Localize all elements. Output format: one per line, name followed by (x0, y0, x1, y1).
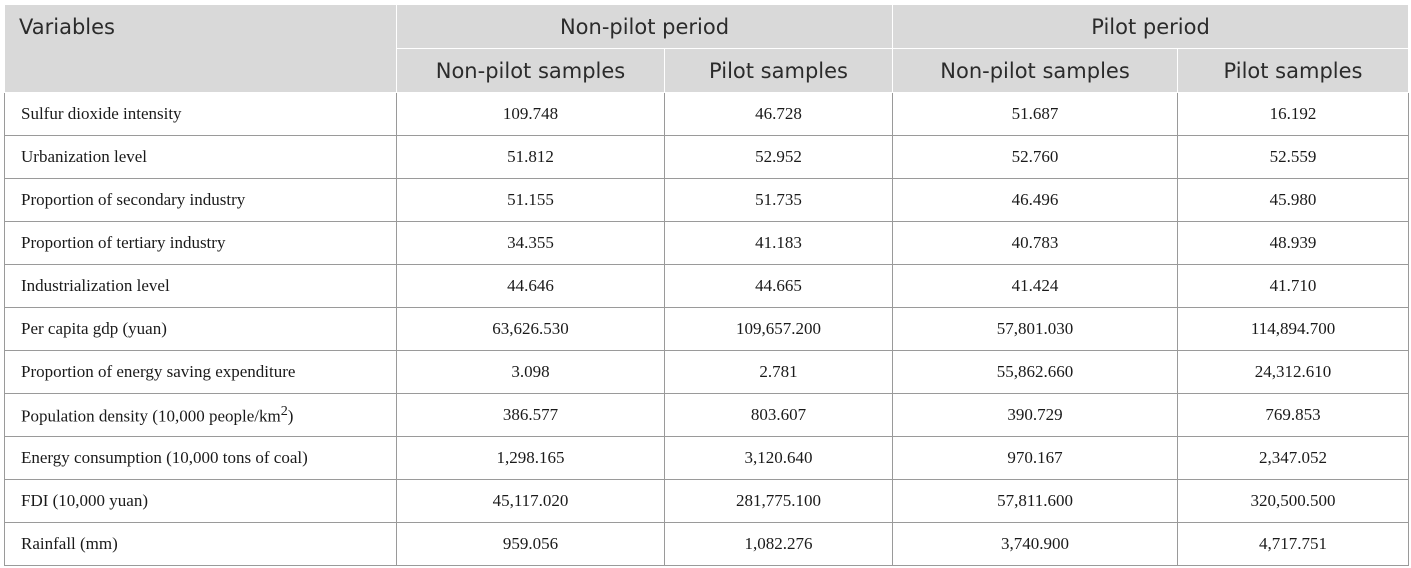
table-cell: 1,082.276 (665, 523, 893, 566)
table-cell: 24,312.610 (1178, 351, 1409, 394)
table-cell: 114,894.700 (1178, 308, 1409, 351)
table-cell: 41.424 (893, 265, 1178, 308)
data-table (4, 4, 1409, 566)
table-row (5, 265, 1409, 308)
table-cell: 40.783 (893, 222, 1178, 265)
table-cell: 2.781 (665, 351, 893, 394)
row-label: Per capita gdp (yuan) (5, 308, 397, 351)
table-cell: 55,862.660 (893, 351, 1178, 394)
table-row (5, 351, 1409, 394)
table-cell: 51.155 (397, 179, 665, 222)
table-cell: 57,801.030 (893, 308, 1178, 351)
row-label-tail: ) (287, 406, 294, 426)
table-cell: 63,626.530 (397, 308, 665, 351)
table-cell: 45.980 (1178, 179, 1409, 222)
table-cell: 45,117.020 (397, 480, 665, 523)
row-label: Industrialization level (5, 265, 397, 308)
row-label: Energy consumption (10,000 tons of coal) (5, 437, 397, 480)
header-subcolumn: Pilot samples (665, 49, 893, 93)
header-group-pilot-period: Pilot period (893, 5, 1409, 49)
table-row (5, 136, 1409, 179)
table-cell: 34.355 (397, 222, 665, 265)
row-label-superscript: 2 (280, 403, 288, 420)
header-variables: Variables (5, 5, 397, 93)
table-cell: 46.728 (665, 93, 893, 136)
table-cell: 386.577 (397, 394, 665, 437)
row-label: Proportion of secondary industry (5, 179, 397, 222)
row-label: Urbanization level (5, 136, 397, 179)
table-cell: 3,740.900 (893, 523, 1178, 566)
row-label: FDI (10,000 yuan) (5, 480, 397, 523)
table-cell: 44.646 (397, 265, 665, 308)
table-row (5, 394, 1409, 437)
table-cell: 959.056 (397, 523, 665, 566)
table-row (5, 437, 1409, 480)
table-cell: 281,775.100 (665, 480, 893, 523)
table-cell: 51.735 (665, 179, 893, 222)
table-row (5, 93, 1409, 136)
table-cell: 109,657.200 (665, 308, 893, 351)
table-cell: 44.665 (665, 265, 893, 308)
header-subcolumn: Pilot samples (1178, 49, 1409, 93)
table-cell: 320,500.500 (1178, 480, 1409, 523)
table-cell: 4,717.751 (1178, 523, 1409, 566)
table-cell: 52.559 (1178, 136, 1409, 179)
table-cell: 16.192 (1178, 93, 1409, 136)
row-label: Proportion of energy saving expenditure (5, 351, 397, 394)
table-row (5, 179, 1409, 222)
table-cell: 41.710 (1178, 265, 1409, 308)
table-row (5, 222, 1409, 265)
table-cell: 41.183 (665, 222, 893, 265)
header-subcolumn: Non-pilot samples (397, 49, 665, 93)
table-cell: 3.098 (397, 351, 665, 394)
table-row (5, 480, 1409, 523)
row-label-text: Population density (10,000 people/km (21, 406, 281, 426)
table-cell: 51.687 (893, 93, 1178, 136)
table-row (5, 308, 1409, 351)
table-row (5, 523, 1409, 566)
table-cell: 48.939 (1178, 222, 1409, 265)
table-cell: 57,811.600 (893, 480, 1178, 523)
row-label: Sulfur dioxide intensity (5, 93, 397, 136)
table-cell: 3,120.640 (665, 437, 893, 480)
table-cell: 769.853 (1178, 394, 1409, 437)
table-cell: 970.167 (893, 437, 1178, 480)
row-label: Rainfall (mm) (5, 523, 397, 566)
table-cell: 46.496 (893, 179, 1178, 222)
table-cell: 52.760 (893, 136, 1178, 179)
table-cell: 390.729 (893, 394, 1178, 437)
row-label: Proportion of tertiary industry (5, 222, 397, 265)
header-subcolumn: Non-pilot samples (893, 49, 1178, 93)
table-body (5, 93, 1409, 566)
table-cell: 2,347.052 (1178, 437, 1409, 480)
table-header (5, 5, 1409, 93)
table-cell: 51.812 (397, 136, 665, 179)
table-cell: 1,298.165 (397, 437, 665, 480)
table-cell: 803.607 (665, 394, 893, 437)
header-group-non-pilot-period: Non-pilot period (397, 5, 893, 49)
row-label (5, 394, 397, 437)
table-cell: 52.952 (665, 136, 893, 179)
table-cell: 109.748 (397, 93, 665, 136)
